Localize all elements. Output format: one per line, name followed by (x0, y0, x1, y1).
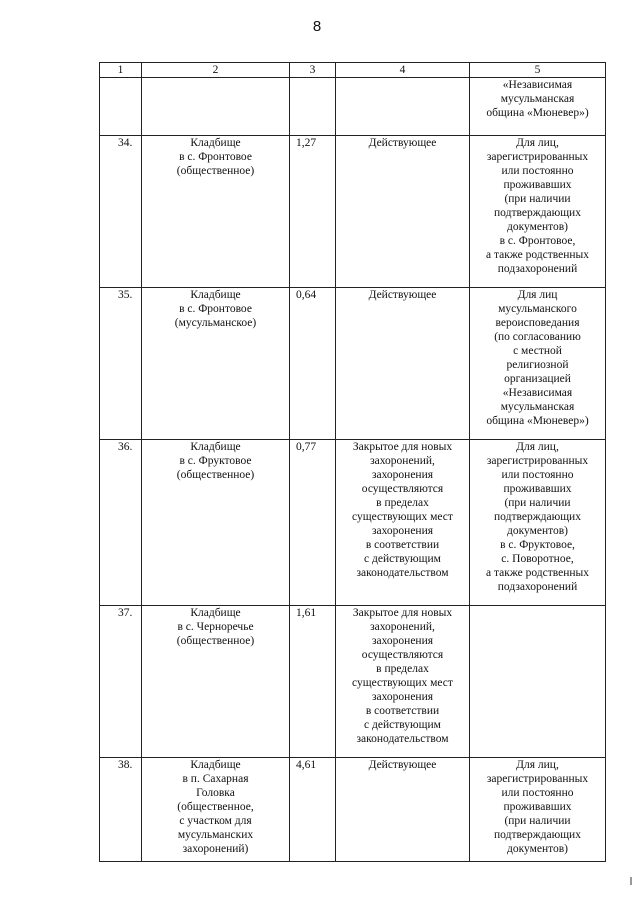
table-row (100, 288, 606, 440)
table-header-row (100, 63, 606, 78)
scan-edge-mark (630, 877, 632, 885)
burial-conditions: Для лиц, зарегистрированных или постоянно проживавших (при наличии подтверждающих документов) в с. Фронтовое, а также родственных подзахоронений (470, 136, 606, 288)
cemetery-area: 0,77 (290, 440, 336, 606)
cemetery-status: Закрытое для новых захоронений, захоронения осуществляются в пределах существующих мест захоронения в соответствии с действующим законодательством (336, 440, 470, 606)
cemetery-name: Кладбище в с. Фронтовое (общественное) (142, 136, 290, 288)
cemetery-status: Действующее (336, 136, 470, 288)
continuation-row (100, 78, 606, 136)
header-col-3: 3 (290, 63, 336, 78)
row-number: 37. (100, 606, 142, 758)
continuation-num (100, 78, 142, 136)
cemetery-name: Кладбище в с. Фруктовое (общественное) (142, 440, 290, 606)
cemetery-status: Действующее (336, 288, 470, 440)
row-number: 38. (100, 758, 142, 862)
table-row (100, 758, 606, 862)
table-row (100, 440, 606, 606)
burial-conditions: Для лиц, зарегистрированных или постоянно проживавших (при наличии подтверждающих документов) в с. Фруктовое, с. Поворотное, а также родственных подзахоронений (470, 440, 606, 606)
header-col-5: 5 (470, 63, 606, 78)
burial-conditions (470, 606, 606, 758)
cemetery-area: 1,61 (290, 606, 336, 758)
continuation-note: «Независимая мусульманская община «Мюневер») (470, 78, 606, 136)
continuation-name (142, 78, 290, 136)
row-number: 36. (100, 440, 142, 606)
cemetery-area: 4,61 (290, 758, 336, 862)
header-col-4: 4 (336, 63, 470, 78)
header-col-2: 2 (142, 63, 290, 78)
continuation-status (336, 78, 470, 136)
cemetery-name: Кладбище в с. Фронтовое (мусульманское) (142, 288, 290, 440)
burial-conditions: Для лиц мусульманского вероисповедания (по согласованию с местной религиозной организацией «Независимая мусульманская община «Мюневер») (470, 288, 606, 440)
cemetery-status: Действующее (336, 758, 470, 862)
table-row (100, 136, 606, 288)
cemetery-name: Кладбище в п. Сахарная Головка (общественное, с участком для мусульманских захоронений) (142, 758, 290, 862)
burial-conditions: Для лиц, зарегистрированных или постоянно проживавших (при наличии подтверждающих документов) (470, 758, 606, 862)
row-number: 34. (100, 136, 142, 288)
row-number: 35. (100, 288, 142, 440)
continuation-area (290, 78, 336, 136)
cemetery-area: 0,64 (290, 288, 336, 440)
page-number: 8 (312, 18, 322, 35)
cemetery-area: 1,27 (290, 136, 336, 288)
table-row (100, 606, 606, 758)
cemetery-name: Кладбище в с. Черноречье (общественное) (142, 606, 290, 758)
cemetery-status: Закрытое для новых захоронений, захоронения осуществляются в пределах существующих мест захоронения в соответствии с действующим законодательством (336, 606, 470, 758)
cemetery-table (99, 62, 606, 862)
header-col-1: 1 (100, 63, 142, 78)
